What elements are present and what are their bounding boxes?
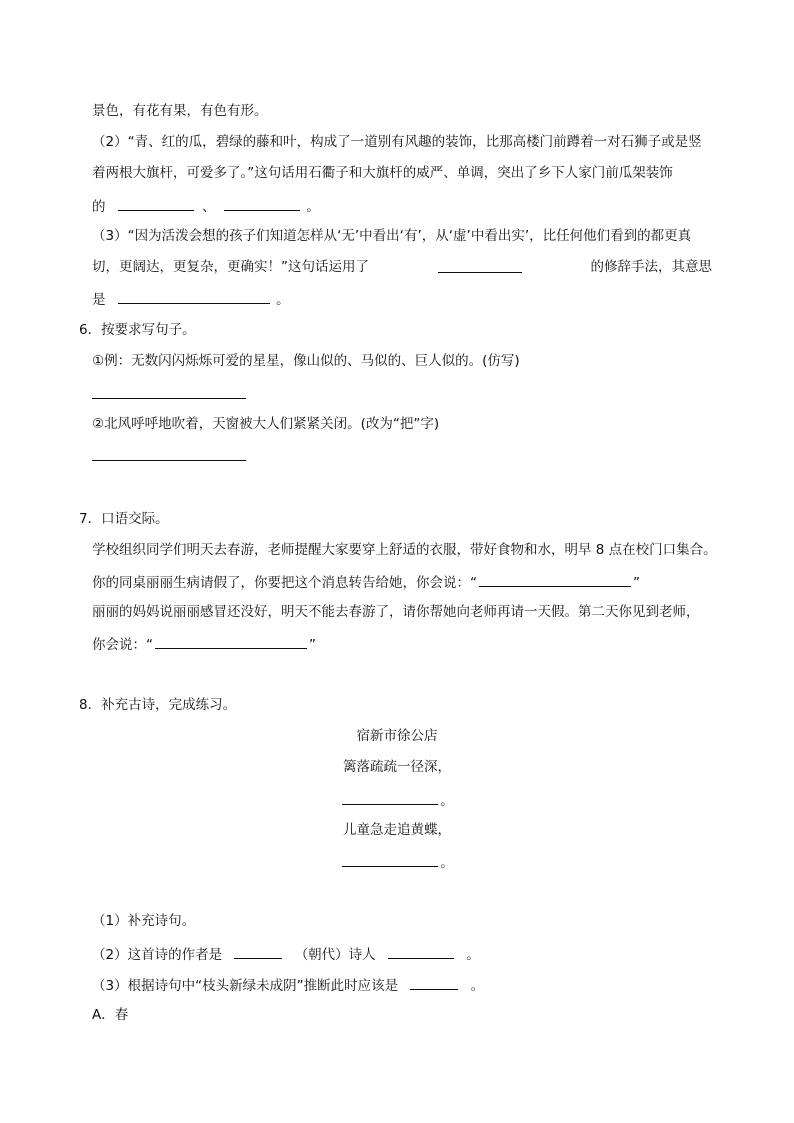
q5-part3-line1: （3）“因为活泼会想的孩子们知道怎样从‘无’中看出‘有’，从‘虚’中看出实’，比任何他们看到的都更真 [92, 228, 692, 244]
q6-item1: ①例：无数闪闪烁烁可爱的星星，像山似的、马似的、巨人似的。(仿写) [92, 353, 520, 369]
answer-blank-6[interactable] [92, 446, 246, 461]
answer-blank-3[interactable] [438, 258, 522, 273]
poem-line-2-period: 。 [440, 793, 454, 809]
q5-part2-separator: 、 [202, 199, 216, 215]
poem-line-4-period: 。 [440, 855, 454, 871]
q8-title: 8．补充古诗，完成练习。 [79, 697, 237, 713]
answer-blank-7[interactable] [479, 572, 631, 587]
q5-part3-line2-suffix: 的修辞手法，其意思 [590, 259, 712, 275]
q5-part3-line3-prefix: 是 [92, 292, 106, 308]
answer-blank-9[interactable] [342, 790, 438, 805]
poem-line-1: 篱落疏疏一径深， [343, 759, 451, 775]
q8-sub3-period: 。 [470, 978, 485, 994]
q7-line2-close-quote: ” [633, 575, 640, 591]
answer-blank-11[interactable] [234, 944, 282, 959]
q6-title: 6．按要求写句子。 [79, 322, 196, 338]
poem-title: 宿新市徐公店 [356, 728, 438, 744]
q5-part3-line3 [92, 289, 290, 309]
intro-line: 景色，有花有果，有色有形。 [92, 103, 268, 119]
q8-sub1: （1）补充诗句。 [92, 913, 196, 929]
q5-part2-line2: 着两根大旗杆，可爱多了。”这句话用石衢子和大旗杆的威严、单调，突出了乡下人家门前瓜架装饰 [92, 165, 673, 181]
q7-line4-close-quote: ” [309, 637, 316, 653]
answer-blank-10[interactable] [342, 852, 438, 867]
q6-item2: ②北风呼呼地吹着，天窗被大人们紧紧关闭。(改为“把”字) [92, 416, 440, 432]
q5-part2-line3-prefix: 的 [92, 199, 106, 215]
q6-answer-line-2[interactable] [92, 446, 246, 466]
q8-sub3 [92, 975, 484, 995]
poem-line-3: 儿童急走追黄蝶， [343, 822, 451, 838]
answer-blank-8[interactable] [155, 634, 307, 649]
q8-sub2 [92, 944, 480, 964]
q7-line4 [92, 634, 316, 654]
poem-line-4 [0, 852, 794, 872]
q8-sub2-prefix: （2）这首诗的作者是 [92, 947, 223, 963]
q7-line1: 学校组织同学们明天去春游，老师提醒大家要穿上舒适的衣服，带好食物和水，明早 8 点在校门口集合。 [92, 542, 717, 558]
q8-sub3-prefix: （3）根据诗句中“枝头新绿未成阴”推断此时应该是 [92, 978, 399, 994]
q7-title: 7．口语交际。 [79, 511, 169, 527]
answer-blank-1[interactable] [118, 196, 194, 211]
q8-sub2-period: 。 [466, 947, 480, 963]
q7-line4-prefix: 你会说：“ [92, 637, 153, 653]
poem-line-2 [0, 790, 794, 810]
q6-answer-line-1[interactable] [92, 384, 246, 404]
q8-sub2-middle: （朝代）诗人 [294, 947, 376, 963]
answer-blank-12[interactable] [388, 944, 454, 959]
q8-option-a[interactable]: A．春 [92, 1007, 129, 1023]
answer-blank-13[interactable] [410, 975, 458, 990]
answer-blank-4[interactable] [118, 289, 270, 304]
q7-line3: 丽丽的妈妈说丽丽感冒还没好，明天不能去春游了，请你帮她向老师再请一天假。第二天你见到老师， [92, 604, 700, 620]
answer-blank-2[interactable] [224, 196, 300, 211]
q7-line2-prefix: 你的同桌丽丽生病请假了，你要把这个消息转告给她，你会说：“ [92, 575, 477, 591]
q5-part3-period: 。 [276, 292, 290, 308]
q5-part2-line3 [92, 196, 320, 216]
q7-line2 [92, 572, 640, 592]
q5-part3-line2 [92, 258, 712, 276]
answer-blank-5[interactable] [92, 384, 246, 399]
q5-part3-line2-prefix: 切，更阔达，更复杂，更确实！”这句话运用了 [92, 259, 369, 275]
q5-part2-period: 。 [306, 199, 320, 215]
q5-part2-line1: （2）“青、红的瓜，碧绿的藤和叶，构成了一道别有风趣的装饰，比那高楼门前蹲着一对石狮子或是竖 [92, 134, 702, 150]
